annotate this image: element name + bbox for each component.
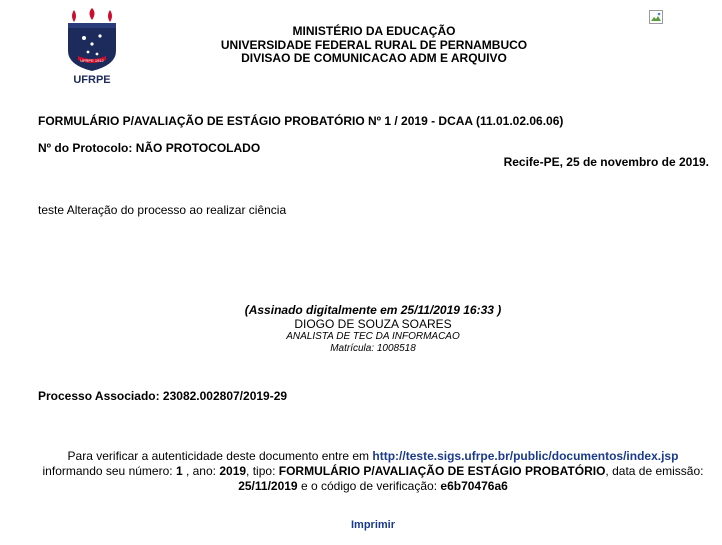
verify-issue-date: 25/11/2019 bbox=[238, 479, 298, 493]
verify-type: FORMULÁRIO P/AVALIAÇÃO DE ESTÁGIO PROBATÓRIO bbox=[278, 464, 606, 478]
associated-process: Processo Associado: 23082.002807/2019-29 bbox=[38, 389, 288, 403]
logo-motto: UFRPE 1912 bbox=[80, 58, 104, 63]
verify-text-year: , ano: bbox=[185, 464, 216, 478]
verify-prefix: Para verificar a autenticidade deste documento entre em bbox=[67, 449, 370, 463]
signer-name: DIOGO DE SOUZA SOARES bbox=[294, 317, 452, 331]
print-area bbox=[0, 519, 722, 531]
verify-number: 1 bbox=[175, 464, 183, 478]
document-title: FORMULÁRIO P/AVALIAÇÃO DE ESTÁGIO PROBATÓRIO Nº 1 / 2019 - DCAA (11.01.02.06.06) bbox=[38, 114, 564, 128]
document-date: Recife-PE, 25 de novembro de 2019. bbox=[503, 155, 709, 169]
ministry-name: MINISTÉRIO DA EDUCAÇÃO bbox=[292, 24, 456, 38]
verify-text-code: e o código de verificação: bbox=[300, 479, 438, 493]
ufrpe-logo bbox=[62, 8, 122, 86]
logo-caption: UFRPE bbox=[73, 74, 111, 86]
signer-role: ANALISTA DE TEC DA INFORMACAO bbox=[286, 331, 460, 342]
university-name: UNIVERSIDADE FEDERAL RURAL DE PERNAMBUCO bbox=[220, 37, 528, 52]
broken-image-icon bbox=[648, 9, 664, 25]
verify-year: 2019 bbox=[219, 464, 247, 478]
signer-registration: Matrícula: 1008518 bbox=[330, 343, 416, 354]
verify-text-type: , tipo: bbox=[246, 464, 276, 478]
signature-block bbox=[0, 303, 722, 355]
signature-timestamp: (Assinado digitalmente em 25/11/2019 16:33 ) bbox=[244, 303, 502, 317]
institution-header bbox=[150, 25, 598, 66]
print-link[interactable]: Imprimir bbox=[350, 519, 395, 531]
verify-text-number: informando seu número: bbox=[42, 464, 173, 478]
ufrpe-crest-icon bbox=[62, 8, 122, 86]
protocol-number: Nº do Protocolo: NÃO PROTOCOLADO bbox=[38, 141, 261, 155]
document-body: teste Alteração do processo ao realizar ciência bbox=[38, 203, 287, 217]
verify-code: e6b70476a6 bbox=[440, 479, 508, 493]
verification-link[interactable]: http://teste.sigs.ufrpe.br/public/documentos/index.jsp bbox=[372, 449, 679, 463]
division-name: DIVISAO DE COMUNICACAO ADM E ARQUIVO bbox=[241, 51, 507, 65]
verification-notice bbox=[28, 449, 718, 494]
verify-text-issue: , data de emissão: bbox=[605, 464, 704, 478]
